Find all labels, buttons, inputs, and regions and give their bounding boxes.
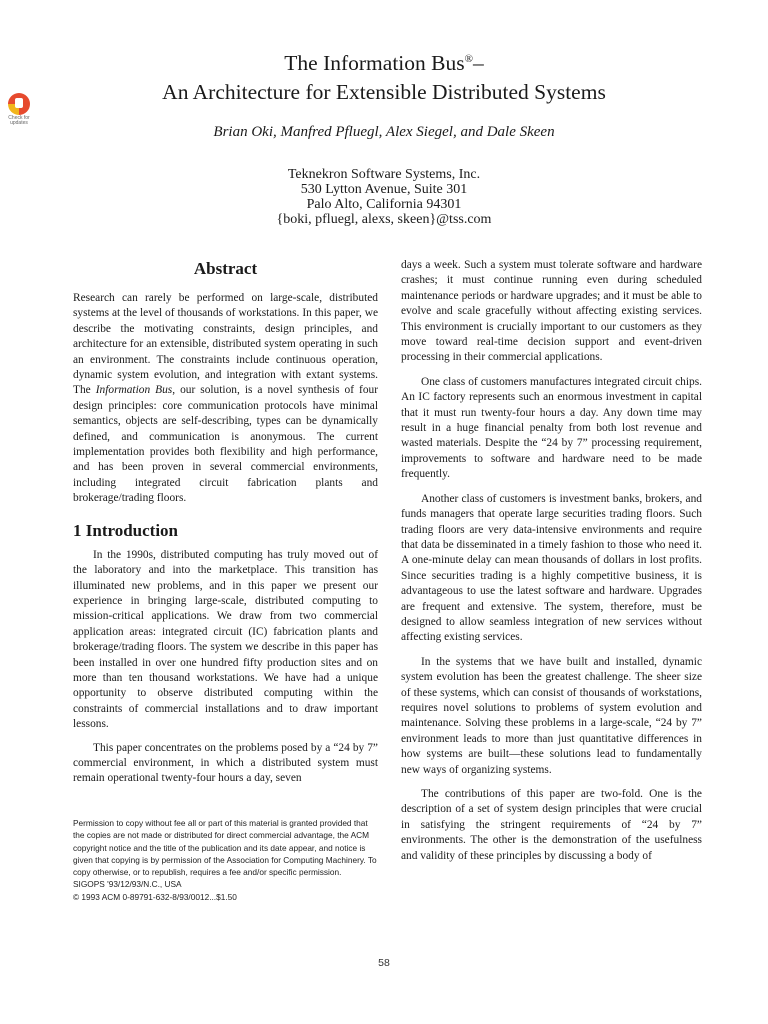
intro-paragraph-2: This paper concentrates on the problems posed by a “24 by 7” commercial environment, in which a distributed system must remain operational twenty-four hours a day, seven — [73, 741, 378, 785]
right-paragraph-4: In the systems that we have built and installed, dynamic system evolution has been the greatest challenge. The sheer size of these systems, which can consist of thousands of workstations, requires novel solutions to problems of system evolution and maintenance. Solving these problems in a large-scale, “24 by 7” environment leads to more than just quantitative differences in how systems are built—these solutions lead to fundamentally new ways of organizing systems. — [401, 655, 702, 776]
copyright-notice — [73, 817, 378, 903]
title-dash: – — [472, 51, 484, 76]
intro-paragraph-1: In the 1990s, distributed computing has truly moved out of the laboratory and into the marketplace. This transition has illuminated new problems, and in this paper we present our experience in bringing large-scale, distributed computing to mission-critical applications. We draw from two commercial application areas: integrated circuit (IC) fabrication plants and brokerage/trading floors. The system we describe in this paper has been installed in over one hundred fifty production sites and on more than ten thousand workstations. We have had a unique opportunity to observe distributed computing within the constraints of commercial installations and to draw important lessons. — [73, 548, 378, 731]
affiliation-street: 530 Lytton Avenue, Suite 301 — [300, 182, 468, 197]
paper-title-line-1 — [0, 44, 768, 79]
registered-mark: ® — [464, 53, 473, 65]
introduction-heading: 1 Introduction — [73, 520, 179, 540]
abstract-text — [73, 291, 378, 507]
abstract-heading: Abstract — [193, 259, 258, 278]
affiliation-emails: {boki, pfluegl, alexs, skeen}@tss.com — [276, 212, 492, 227]
affiliation-company: Teknekron Software Systems, Inc. — [287, 167, 481, 182]
right-paragraph-3: Another class of customers is investment banks, brokers, and funds managers that operate large securities trading floors. Such trading floors are very data-intensive environments and require that data be disseminated in a timely fashion to those who need it. A one-minute delay can mean thousands of dollars in lost profits. Since securities trading is a highly competitive business, it is advantageous to use the latest software and hardware. Upgrades are frequent and extensive. The system, therefore, must be designed to allow seamless integration of new services without affecting existing services. — [401, 492, 702, 644]
right-paragraph-2: One class of customers manufactures integrated circuit chips. An IC factory represents such an enormous investment in capital that it must run twenty-four hours a day. Any down time may result in a huge financial penalty from both lost revenue and wasted materials. Despite the “24 by 7” processing requirement, improvements to software and hardware need to be made frequently. — [401, 375, 702, 481]
title-text: The Information Bus — [284, 51, 465, 76]
right-column — [401, 258, 702, 864]
left-column — [73, 258, 378, 787]
affiliation-city: Palo Alto, California 94301 — [306, 197, 462, 212]
copyright-permission: Permission to copy without fee all or part of this material is granted provided that the copies are not made or distributed for direct commercial advantage, the ACM copyright notice and the title of the publication and its date appear, and notice is given that copying is by permission of the Association for Computing Machinery. To copy otherwise, or to republish, requires a fee and/or specific permission. — [73, 818, 377, 878]
right-paragraph-1: days a week. Such a system must tolerate software and hardware crashes; it must continue running even during scheduled maintenance periods or hardware upgrades; and it must be able to evolve and scale gracefully without affecting existing services. This environment is crucially important to our customers as they move toward real-time decision support and event-driven processing in their commercial applications. — [401, 259, 702, 364]
affiliation-block — [0, 167, 768, 227]
copyright-acm: © 1993 ACM 0-89791-632-8/93/0012...$1.50 — [73, 891, 237, 902]
abstract-emphasis: Information Bus — [95, 384, 173, 397]
copyright-conference: SIGOPS '93/12/93/N.C., USA — [73, 879, 182, 890]
abstract-text-part-2: , our solution, is a novel synthesis of four design principles: core communication protocols have minimal semantics, objects are self-describing, types can be dynamically defined, and communication is anonymous. The current implementation provides both flexibility and high performance, and has been proven in several commercial environments, including integrated circuit fabrication plants and brokerage/trading floors. — [73, 384, 378, 505]
abstract-text-part-1: Research can rarely be performed on large-scale, distributed systems at the level of thousands of workstations. In this paper, we describe the motivating constraints, design principles, and architecture for an extensible, distributed system operating in such an environment. The constraints include continuous operation, dynamic system evolution, and integration with extant systems. The — [73, 292, 378, 397]
badge-label: Check for updates — [8, 115, 30, 126]
paper-title-line-2: An Architecture for Extensible Distributed Systems — [162, 80, 606, 104]
page-number: 58 — [378, 957, 390, 969]
author-list: Brian Oki, Manfred Pfluegl, Alex Siegel, and Dale Skeen — [213, 124, 555, 140]
right-paragraph-5: The contributions of this paper are two-fold. One is the description of a set of system design principles that were crucial in satisfying the stringent requirements of “24 by 7” environments. The other is the demonstration of the usefulness and validity of these principles by discussing a body of — [401, 788, 702, 862]
